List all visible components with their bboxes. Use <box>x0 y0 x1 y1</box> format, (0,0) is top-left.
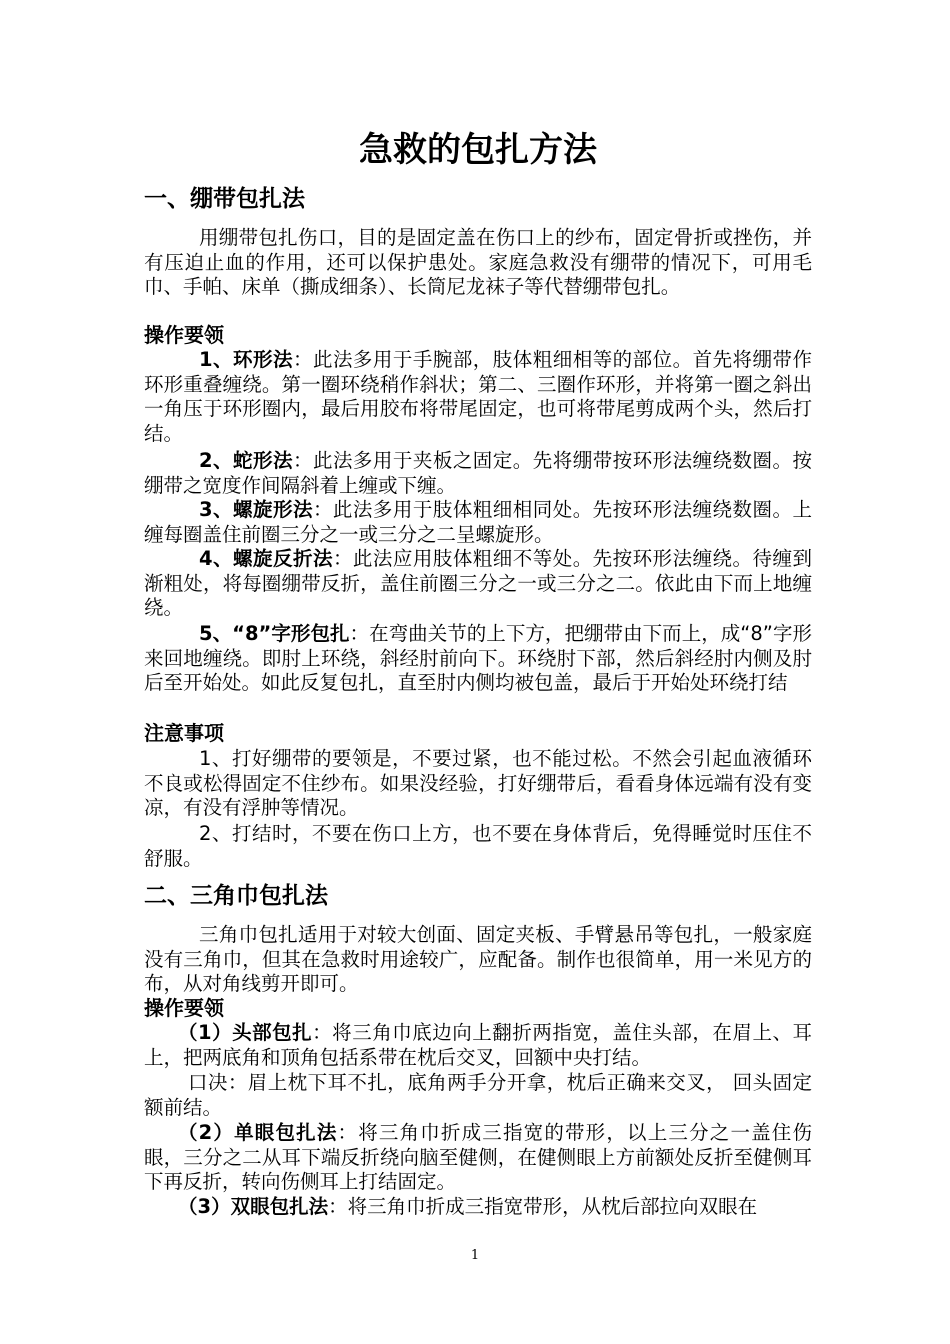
method-term: （3）双眼包扎法 <box>178 1195 329 1218</box>
method-text: ：此法多用于夹板之固定。先将绷带按环形法缠绕数圈。按绷带之宽度作间隔斜着上缠或下缠。 <box>144 449 812 497</box>
method-item <box>144 1195 812 1220</box>
method-item <box>144 547 812 621</box>
method-item <box>144 1121 812 1195</box>
notes-heading-bandage: 注意事项 <box>144 721 224 745</box>
page-number: 1 <box>470 1248 480 1263</box>
method-text: ：将三角巾折成三指宽带形，从枕后部拉向双眼在 <box>328 1195 758 1218</box>
document-title: 急救的包扎方法 <box>359 130 597 170</box>
method-term: 4、螺旋反折法 <box>199 547 333 570</box>
method-text: ：在弯曲关节的上下方，把绷带由下而上，成“8”字形来回地缠绕。即肘上环绕，斜经肘前向下。环绕肘下部，然后斜经肘内侧及肘后至开始处。如此反复包扎，直至肘内侧均被包盖，最后于开始处环绕打结 <box>144 622 812 695</box>
method-text: ：此法多用于肢体粗细相同处。先按环形法缠绕数圈。上缠每圈盖住前圈三分之一或三分之二呈螺旋形。 <box>144 498 812 546</box>
method-item <box>144 348 812 446</box>
method-text: ：此法多用于手腕部，肢体粗细相等的部位。首先将绷带作环形重叠缠绕。第一圈环绕稍作斜状；第二、三圈作环形，并将第一圈之斜出一角压于环形圈内，最后用胶布将带尾固定，也可将带尾剪成两个头，然后打结。 <box>144 348 812 445</box>
method-term: 2、蛇形法 <box>199 449 293 472</box>
section-heading-bandage: 一、绷带包扎法 <box>144 186 305 212</box>
method-term: 3、螺旋形法 <box>199 498 313 521</box>
note-item: 2、打结时，不要在伤口上方，也不要在身体背后，免得睡觉时压住不舒服。 <box>144 822 812 870</box>
method-term: 5、“8”字形包扎 <box>199 622 350 645</box>
ops-heading-triangle: 操作要领 <box>144 996 224 1020</box>
method-item <box>144 449 812 498</box>
ops-heading-bandage: 操作要领 <box>144 323 224 347</box>
method-item <box>144 1071 812 1120</box>
method-text: ：此法应用肢体粗细不等处。先按环形法缠绕。待缠到渐粗处，将每圈绷带反折，盖住前圈三分之一或三分之二。依此由下而上地缠绕。 <box>144 547 812 620</box>
method-text: 口决：眉上枕下耳不扎，底角两手分开拿，枕后正确来交叉， 回头固定额前结。 <box>144 1071 812 1119</box>
method-item <box>144 498 812 547</box>
section-heading-triangle: 二、三角巾包扎法 <box>144 883 328 909</box>
method-item <box>144 622 812 696</box>
method-text: ：将三角巾底边向上翻折两指宽，盖住头部，在眉上、耳上，把两底角和顶角包括系带在枕后交叉，回额中央打结。 <box>144 1021 812 1069</box>
note-item: 1、打好绷带的要领是，不要过紧，也不能过松。不然会引起血液循环不良或松得固定不住纱布。如果没经验，打好绷带后，看看身体远端有没有变凉，有没有浮肿等情况。 <box>144 747 812 820</box>
section-intro-triangle: 三角巾包扎适用于对较大创面、固定夹板、手臂悬吊等包扎，一般家庭没有三角巾，但其在急救时用途较广，应配备。制作也很简单，用一米见方的布，从对角线剪开即可。 <box>144 923 812 996</box>
method-text: ：将三角巾折成三指宽的带形，以上三分之一盖住伤眼，三分之二从耳下端反折绕向脑至健侧，在健侧眼上方前额处反折至健侧耳下再反折，转向伤侧耳上打结固定。 <box>144 1121 812 1194</box>
method-term: （2）单眼包扎法 <box>178 1121 338 1144</box>
method-term: （1）头部包扎 <box>178 1021 313 1044</box>
method-term: 1、环形法 <box>199 348 293 371</box>
method-item <box>144 1021 812 1070</box>
section-intro-bandage: 用绷带包扎伤口，目的是固定盖在伤口上的纱布，固定骨折或挫伤，并有压迫止血的作用，还可以保护患处。家庭急救没有绷带的情况下，可用毛巾、手帕、床单（撕成细条）、长筒尼龙袜子等代替绷带包扎。 <box>144 226 812 299</box>
